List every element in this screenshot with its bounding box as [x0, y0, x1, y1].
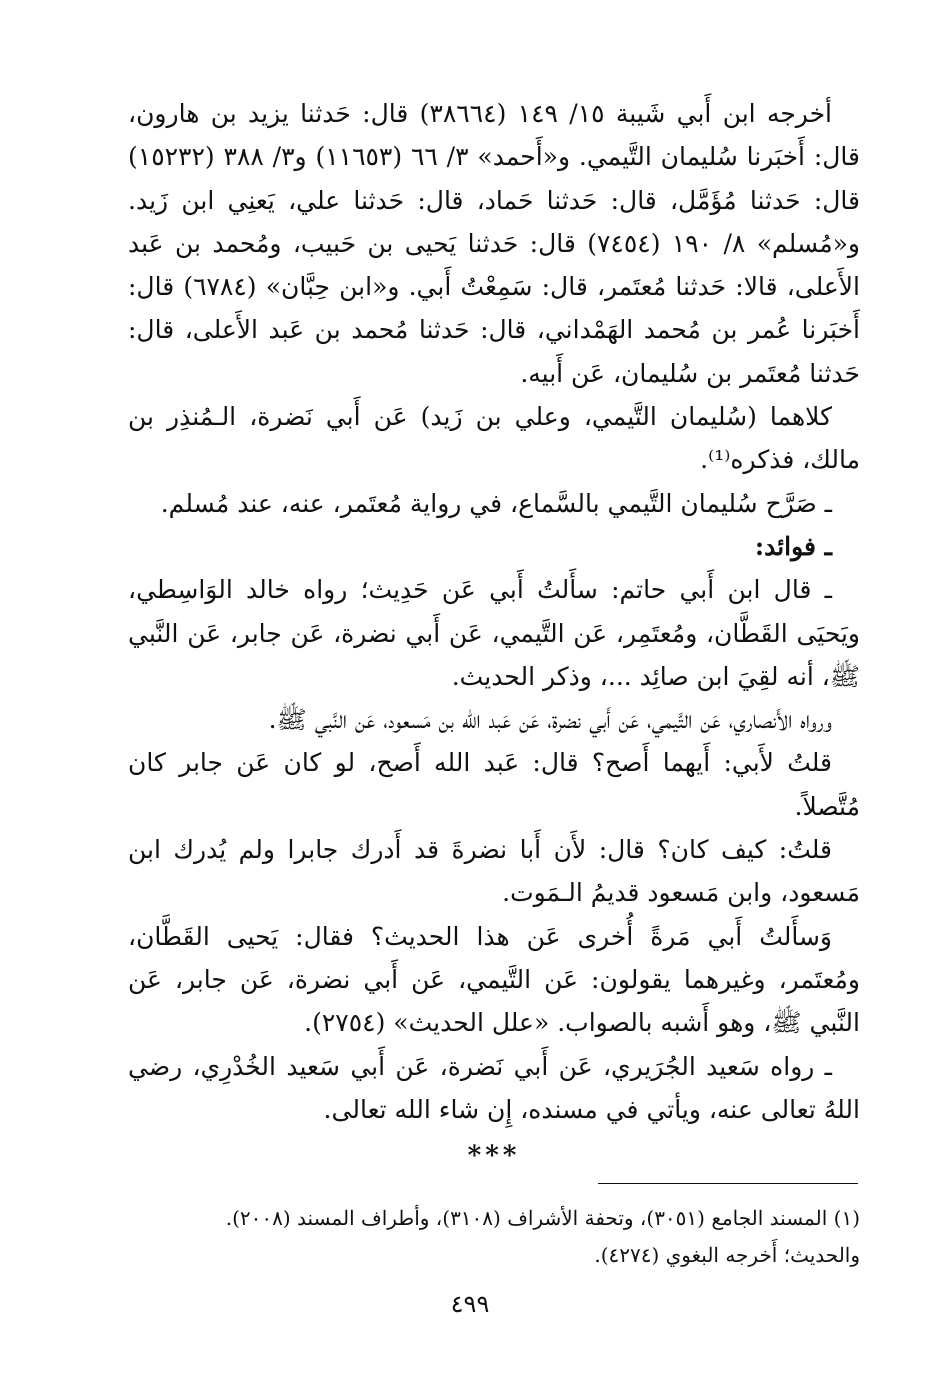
paragraph-ansari: ورواه الأَنصاري، عَن التَّيمي، عَن أَبي نضرة، عَن عَبد الله بن مَسعود، عَن النَّبي ﷺ.: [268, 705, 832, 735]
paragraph-sama-note: ـ صَرَّح سُليمان التَّيمي بالسَّماع، في رواية مُعتَمر، عنه، عند مُسلم.: [160, 488, 832, 518]
footnotes: [128, 1200, 860, 1274]
section-heading-fawaid: ـ فوائد:: [754, 531, 832, 561]
paragraph-takhrij: أخرجه ابن أَبي شَيبة ١٥/ ١٤٩ (٣٨٦٦٤) قال: حَدثنا يزيد بن هارون، قال: أَخبَرنا سُليمان التَّيمي. و«أَحمد» ٣/ ٦٦ (١١٦٥٣) و٣/ ٣٨٨ (١٥٢٣٢) قال: حَدثنا مُؤَمَّل، قال: حَدثنا حَماد، قال: حَدثنا علي، يَعنِي ابن زَيد. و«مُسلم» ٨/ ١٩٠ (٧٤٥٤) قال: حَدثنا يَحيى بن حَبيب، ومُحمد بن عَبد الأَعلى، قالا: حَدثنا مُعتَمر، قال: سَمِعْتُ أَبي. و«ابن حِبَّان» (٦٧٨٤) قال: أَخبَرنا عُمر بن مُحمد الهَمْداني، قال: حَدثنا مُحمد بن عَبد الأَعلى، قال: حَدثنا مُعتَمر بن سُليمان، عَن أَبيه.: [128, 99, 861, 388]
footnote-rule: [598, 1183, 858, 1184]
page-number: ٤٩٩: [450, 1290, 490, 1318]
main-text: [128, 92, 860, 1178]
footnote-1: (١) المسند الجامع (٣٠٥١)، وتحفة الأشراف (٣١٠٨)، وأطراف المسند (٢٠٠٨).: [225, 1206, 860, 1230]
paragraph-which-is-correct: قلتُ لأَبي: أَيهما أَصح؟ قال: عَبد الله أَصح، لو كان عَن جابر كان مُتَّصلاً.: [128, 748, 860, 821]
paragraph-how-so: قلتُ: كيف كان؟ قال: لأَن أَبا نضرةَ قد أَدرك جابرا ولم يُدرك ابن مَسعود، وابن مَسعود قديمُ الـمَوت.: [128, 835, 860, 908]
paragraph-both-narrators: كلاهما (سُليمان التَّيمي، وعلي بن زَيد) عَن أَبي نَضرة، الـمُنذِر بن مالك، فذكره⁽¹⁾.: [128, 402, 860, 475]
paragraph-asked-again: وَسأَلتُ أَبي مَرةً أُخرى عَن هذا الحديث؟ فقال: يَحيى القَطَّان، ومُعتَمر، وغيرهما يقولون: عَن التَّيمي، عَن أَبي نضرة، عَن جابر، عَن النَّبي ﷺ، وهو أَشبه بالصواب. «علل الحديث» (٢٧٥٤).: [128, 921, 860, 1038]
paragraph-ibn-abi-hatim: ـ قال ابن أَبي حاتم: سأَلتُ أَبي عَن حَدِيث؛ رواه خالد الوَاسِطي، ويَحيَى القَطَّان، ومُعتَمِر، عَن التَّيمي، عَن أَبي نضرة، عَن جابر، عَن النَّبي ﷺ، أنه لقِيَ ابن صائِد ...، وذكر الحديث.: [128, 575, 860, 691]
footnote-1-continuation: والحديث؛ أَخرجه البغوي (٤٢٧٤).: [594, 1243, 860, 1267]
paragraph-jurayri: ـ رواه سَعيد الجُرَيري، عَن أَبي نَضرة، عَن أَبي سَعيد الخُدْرِي، رضي اللهُ تعالى عنه، ويأتي في مسنده، إِن شاء الله تعالى.: [128, 1051, 860, 1124]
section-separator: ***: [467, 1141, 521, 1172]
